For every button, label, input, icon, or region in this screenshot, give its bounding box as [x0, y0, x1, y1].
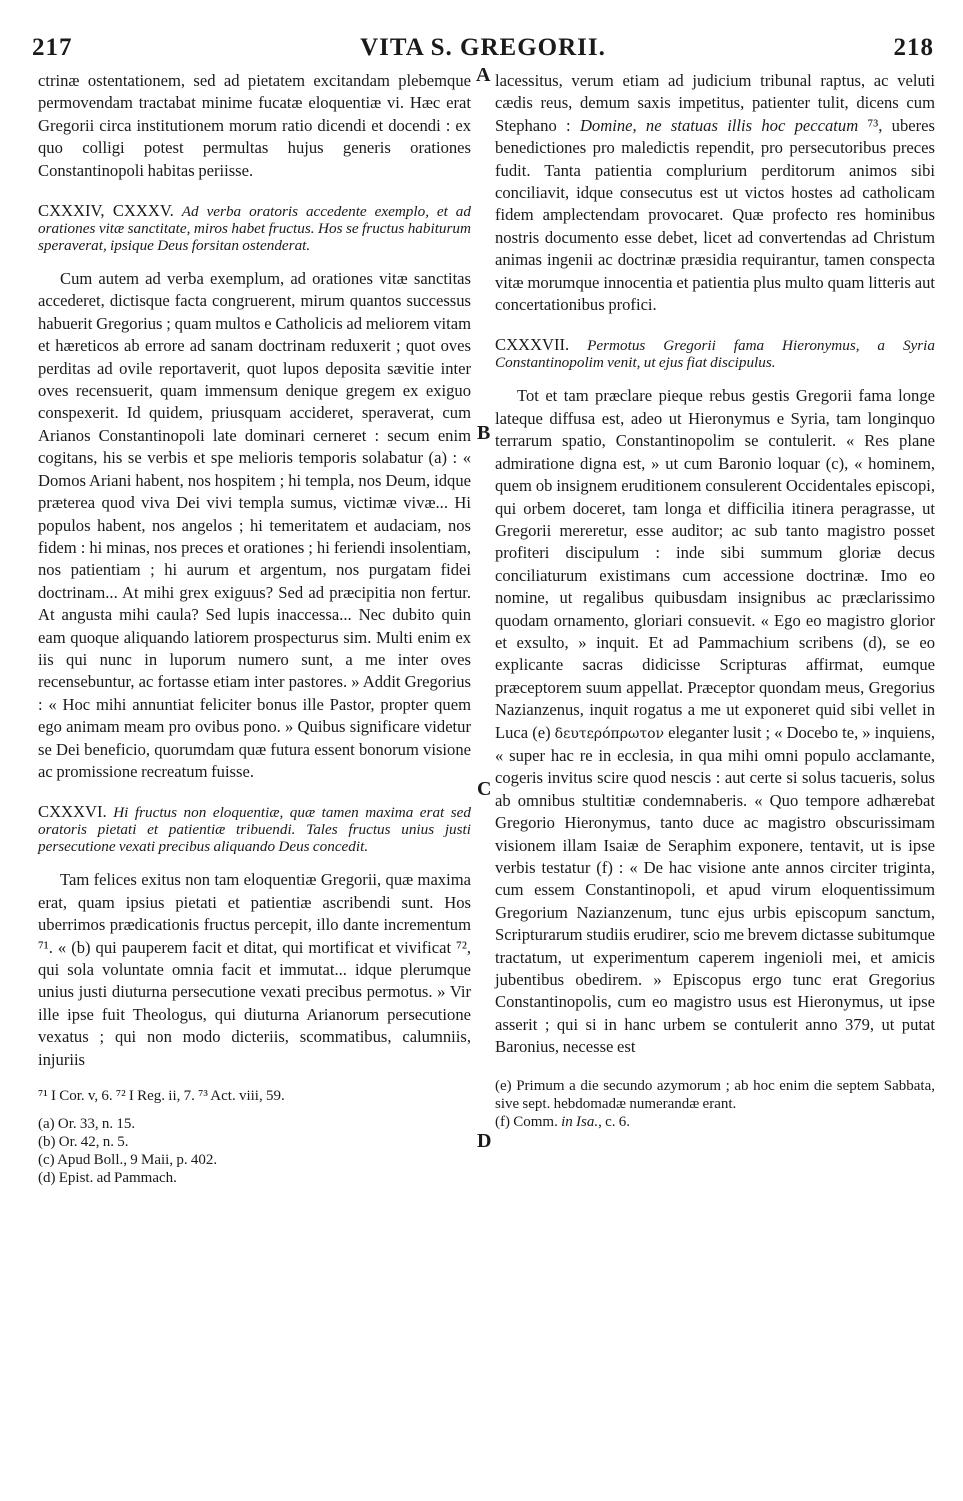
footnote-e: (e) Primum a die secundo azymorum ; ab hoc enim die septem Sabbata, sive sept. hebdomadæ numerandæ erant. [495, 1077, 935, 1112]
footnote-d: (d) Epist. ad Pammach. [38, 1170, 177, 1187]
margin-letter-d: D [477, 1130, 492, 1152]
numbered-footnotes: ⁷¹ I Cor. v, 6. ⁷² I Reg. ii, 7. ⁷³ Act. viii, 59. [38, 1088, 285, 1105]
work-title: in Isa. [561, 1113, 599, 1130]
summary-number: CXXXIV, CXXXV. [38, 201, 174, 221]
right-footnotes [495, 1077, 935, 1131]
footnote-a: (a) Or. 33, n. 15. [38, 1116, 136, 1133]
text-run: Tot et tam præclare pieque rebus gestis Gregorii fama longe lateque diffusa est, adeo ut Hieronymus e Syria, tam longinquo terrarum spatio, Constantinopolim se contulerit. « Res plane admiratione digna est, » ut cum Baronio loquar (c), « hominem, quem ob insignem eruditionem consulerent Occidentales episcopi, qui orbem doceret, tam longa et difficilia itinera peragrasse, ut Gregorii mereretur, esse auditor; ac sub tanto magistro posset profiteri discipulum : inde sibi summum gloriæ decus conciliaturum existimans cum accessione doctrinæ. Imo eo nomine, ut regalibus quibusdam insignibus ac præclarissimo quodam ornamento, gloriari consuevit. « Ego eo magistro glorior et exsulto, » inquit. Et ad Pammachium scribens (d), se eo explicante sacras didicisse Scripturas affirmat, eumque præceptorem suum appellat. Præceptor quondam meus, Gregorius Nazianzenus, inquit rogatus a me ut exponeret quid sibi vellet in Luca (e) [495, 386, 935, 742]
summary-text: Hi fructus non eloquentiæ, quæ tamen maxima erat sed oratoris pietati et patientiæ tribuendi. Tales fructus unius justi persecutione vexati precibus aliquando Deus concedit. [38, 804, 472, 856]
right-paragraph-2 [495, 385, 935, 1058]
right-column [495, 70, 935, 1131]
scripture-quote: Domine, ne statuas illis hoc peccatum [579, 115, 859, 135]
left-paragraph-1: ctrinæ ostentationem, sed ad pietatem excitandam plebemque permovendam tractabat minime fucatæ eloquentiæ vi. Hæc erat Gregorii circa institutionem morum ratio dicendi et docendi : ex quo colligi potest permultas hujus generis orationes Constantinopoli habitas periisse. [38, 71, 471, 180]
summary-number: CXXXVII. [495, 335, 570, 355]
greek-word: δευτερόπρωτον [554, 725, 665, 742]
margin-letter-c: C [477, 778, 492, 800]
left-paragraph-2: Cum autem ad verba exemplum, ad orationes vitæ sanctitas accederet, dictisque facta congruerent, mirum quantos successus habuerit Gregorius ; quam multos e Catholicis ad meliorem vitam et hæreticos ab errore ad sanam doctrinam reduxerit ; quot oves perditas ad ovile reportaverit, quot lupos deposita sævitie inter oves recensuerit, quam immensum denique gregem ex exiguo conspexerit. Id quidem, priusquam accideret, speraverat, cum Arianos Constantinopoli late dominari cerneret : secum enim cogitans, his se verbis et spe melioris temporis solabatur (a) : « Domos Ariani habent, nos hospitem ; hi templa, nos Deum, idque præterea quod viva Dei vivi templa sumus, victimæ vivæ... Hi populos habent, nos angelos ; hi temeritatem et audaciam, nos fidem : hi minas, nos preces et orationes ; hi feriendi insolentiam, nos patientiam ; hi aurum et argentum, nos purgatam fidei doctrinam... At mihi grex exiguus? Sed ad præcipitia non fertur. At angusta mihi caula? Sed lupis inaccessa... Nec dubito quin eam quoque aliquando latiorem prospecturus sim. Multi enim ex iis qui nunc in luporum numero sunt, a me inter oves recensebuntur, ac fortasse etiam inter pastores. » Addit Gregorius : « Hoc mihi annuntiat feliciter bonus ille Pastor, propter quem ego animam meam pro ovibus pono. » Quibus significare videtur se Dei beneficio, quorumdam quæ futura essent bonorum visione ac promissione recreatum fuisse. [38, 269, 471, 781]
lettered-footnotes [38, 1115, 471, 1187]
footnote-c: (c) Apud Boll., 9 Maii, p. 402. [38, 1152, 218, 1169]
chapter-summary-cxxxiv [38, 202, 471, 254]
text-run: lacessitus, verum etiam ad judicium tribunal raptus, ac veluti cædis reus, demum saxis impetitus, patienter tulit, dicens cum Stephano : [495, 71, 935, 135]
summary-number: CXXXVI. [38, 802, 107, 822]
summary-text: Permotus Gregorii fama Hieronymus, a Syria Constantinopolim venit, ut ejus fiat discipulus. [495, 337, 936, 372]
chapter-summary-cxxxvi [38, 803, 471, 855]
page-number-right: 218 [893, 34, 934, 61]
summary-text: Ad verba oratoris accedente exemplo, et ad orationes vitæ sanctitate, miros habet fructus. Hos se fructus habiturum speraverat, ipsique Deus forsitan ostenderat. [38, 203, 471, 255]
left-footnotes [38, 1087, 471, 1187]
text-run: , c. 6. [598, 1113, 630, 1130]
margin-letter-b: B [477, 422, 491, 444]
text-run: eleganter lusit ; « Docebo te, » inquiens, « super hac re in ecclesia, in qua mihi omni populo acclamante, cogeris invitus scire quod nescis : aut certe si solus tacueris, solus ab omnibus stultitiæ condemnaberis. « Quo tempore adhærebat Gregorio Hieronymus, tanto duce ac magistro obscurissimam visionem illam Isaiæ de Seraphim exponere, tentavit, ut is ipse verbis testatur (f) : « De hac visione ante annos circiter triginta, cum essem Constantinopoli, et apud virum eloquentissimum Gregorium Nazianzenum, tunc ejus urbis episcopum sanctum, Scripturarum studiis erudirer, scio me brevem dictasse subitumque tractatum, ut experimentum caperem ingenioli mei, et amicis jubentibus obedirem. » Episcopus ergo tunc erat Gregorius Constantinopolis, cum eo magistro usus est Hieronymus, ut ipse asserit ; qui si in hanc urbem se contulerit anno 379, ut putat Baronius, necesse est [495, 722, 935, 1057]
running-title: VITA S. GREGORII. [360, 34, 606, 61]
chapter-summary-cxxxvii [495, 336, 935, 371]
margin-letter-a: A [476, 64, 491, 86]
left-paragraph-3: Tam felices exitus non tam eloquentiæ Gregorii, quæ maxima erat, quam ipsius pietati et patientiæ ascribendi sunt. Hos uberrimos prædicationis fructus percepit, illo dante incrementum ⁷¹. « (b) qui pauperem facit et ditat, qui mortificat et vivificat ⁷², qui sola voluntate omnia facit et immutat... idque plerumque unius justi diuturna persecutione vexati precibus permotus. » Vir ille ipse fuit Theologus, qui diuturna Arianorum persecutione vexatus ; qui non modo dicteriis, scommatibus, calumniis, injuriis [38, 870, 471, 1069]
footnote-b: (b) Or. 42, n. 5. [38, 1134, 129, 1151]
right-paragraph-1 [495, 70, 935, 316]
text-run: (f) Comm. [495, 1113, 562, 1130]
left-column [38, 70, 471, 1187]
footnote-f [495, 1113, 935, 1131]
text-run: ⁷³, uberes benedictiones pro maledictis rependit, pro persecutoribus preces fudit. Tanta patientia complurium perditorum animos sibi conciliavit, idque consecutus est ut victos hostes ad catholicam fidem amplectendam provocaret. Quæ profecto res hominibus nostris documento esse debet, licet ad convertendas ad Christum animas ingenii ac doctrinæ præsidia requirantur, tamen conspecta vitæ morumque innocentia et patientia plus multo quam litteris aut concertationibus profici. [495, 115, 935, 315]
page-number-left: 217 [32, 34, 73, 61]
